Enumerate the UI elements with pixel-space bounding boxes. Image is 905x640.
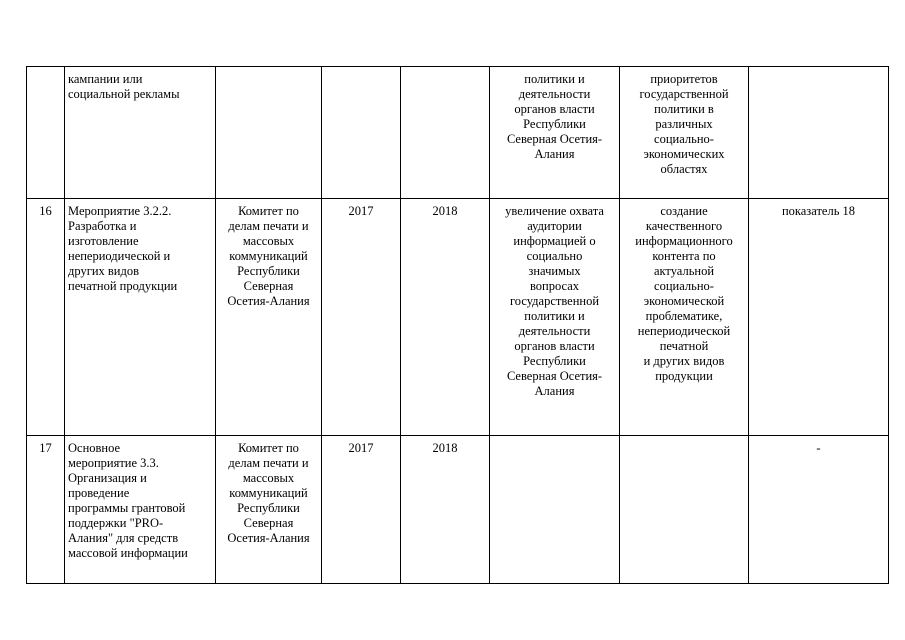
cell-executor: Комитет по делам печати и массовых коммуникаций Республики Северная Осетия-Алания xyxy=(216,199,322,436)
cell-end-year: 2018 xyxy=(401,436,490,584)
cell-consequences: создание качественного информационного контента по актуальной социально- экономической проблематике, непериодической печатной и других видов продукции xyxy=(620,199,749,436)
measures-table xyxy=(26,66,889,584)
table-row xyxy=(27,199,889,436)
cell-measure-name: Мероприятие 3.2.2. Разработка и изготовление непериодической и других видов печатной продукции xyxy=(65,199,216,436)
cell-number xyxy=(27,67,65,199)
table-row xyxy=(27,67,889,199)
cell-measure-name: кампании или социальной рекламы xyxy=(65,67,216,199)
table-row xyxy=(27,436,889,584)
cell-consequences xyxy=(620,436,749,584)
cell-expected-result: политики и деятельности органов власти Республики Северная Осетия- Алания xyxy=(490,67,620,199)
cell-number: 17 xyxy=(27,436,65,584)
cell-start-year: 2017 xyxy=(322,436,401,584)
cell-measure-name: Основное мероприятие 3.3. Организация и проведение программы грантовой поддержки "PRO- Алания" для средств массовой информации xyxy=(65,436,216,584)
cell-end-year: 2018 xyxy=(401,199,490,436)
cell-executor: Комитет по делам печати и массовых коммуникаций Республики Северная Осетия-Алания xyxy=(216,436,322,584)
cell-indicator: - xyxy=(749,436,889,584)
cell-consequences: приоритетов государственной политики в различных социально- экономических областях xyxy=(620,67,749,199)
cell-expected-result xyxy=(490,436,620,584)
cell-end-year xyxy=(401,67,490,199)
cell-expected-result: увеличение охвата аудитории информацией о социально значимых вопросах государственной политики и деятельности органов власти Республики Северная Осетия- Алания xyxy=(490,199,620,436)
cell-start-year: 2017 xyxy=(322,199,401,436)
cell-indicator: показатель 18 xyxy=(749,199,889,436)
cell-indicator xyxy=(749,67,889,199)
cell-number: 16 xyxy=(27,199,65,436)
cell-executor xyxy=(216,67,322,199)
cell-start-year xyxy=(322,67,401,199)
